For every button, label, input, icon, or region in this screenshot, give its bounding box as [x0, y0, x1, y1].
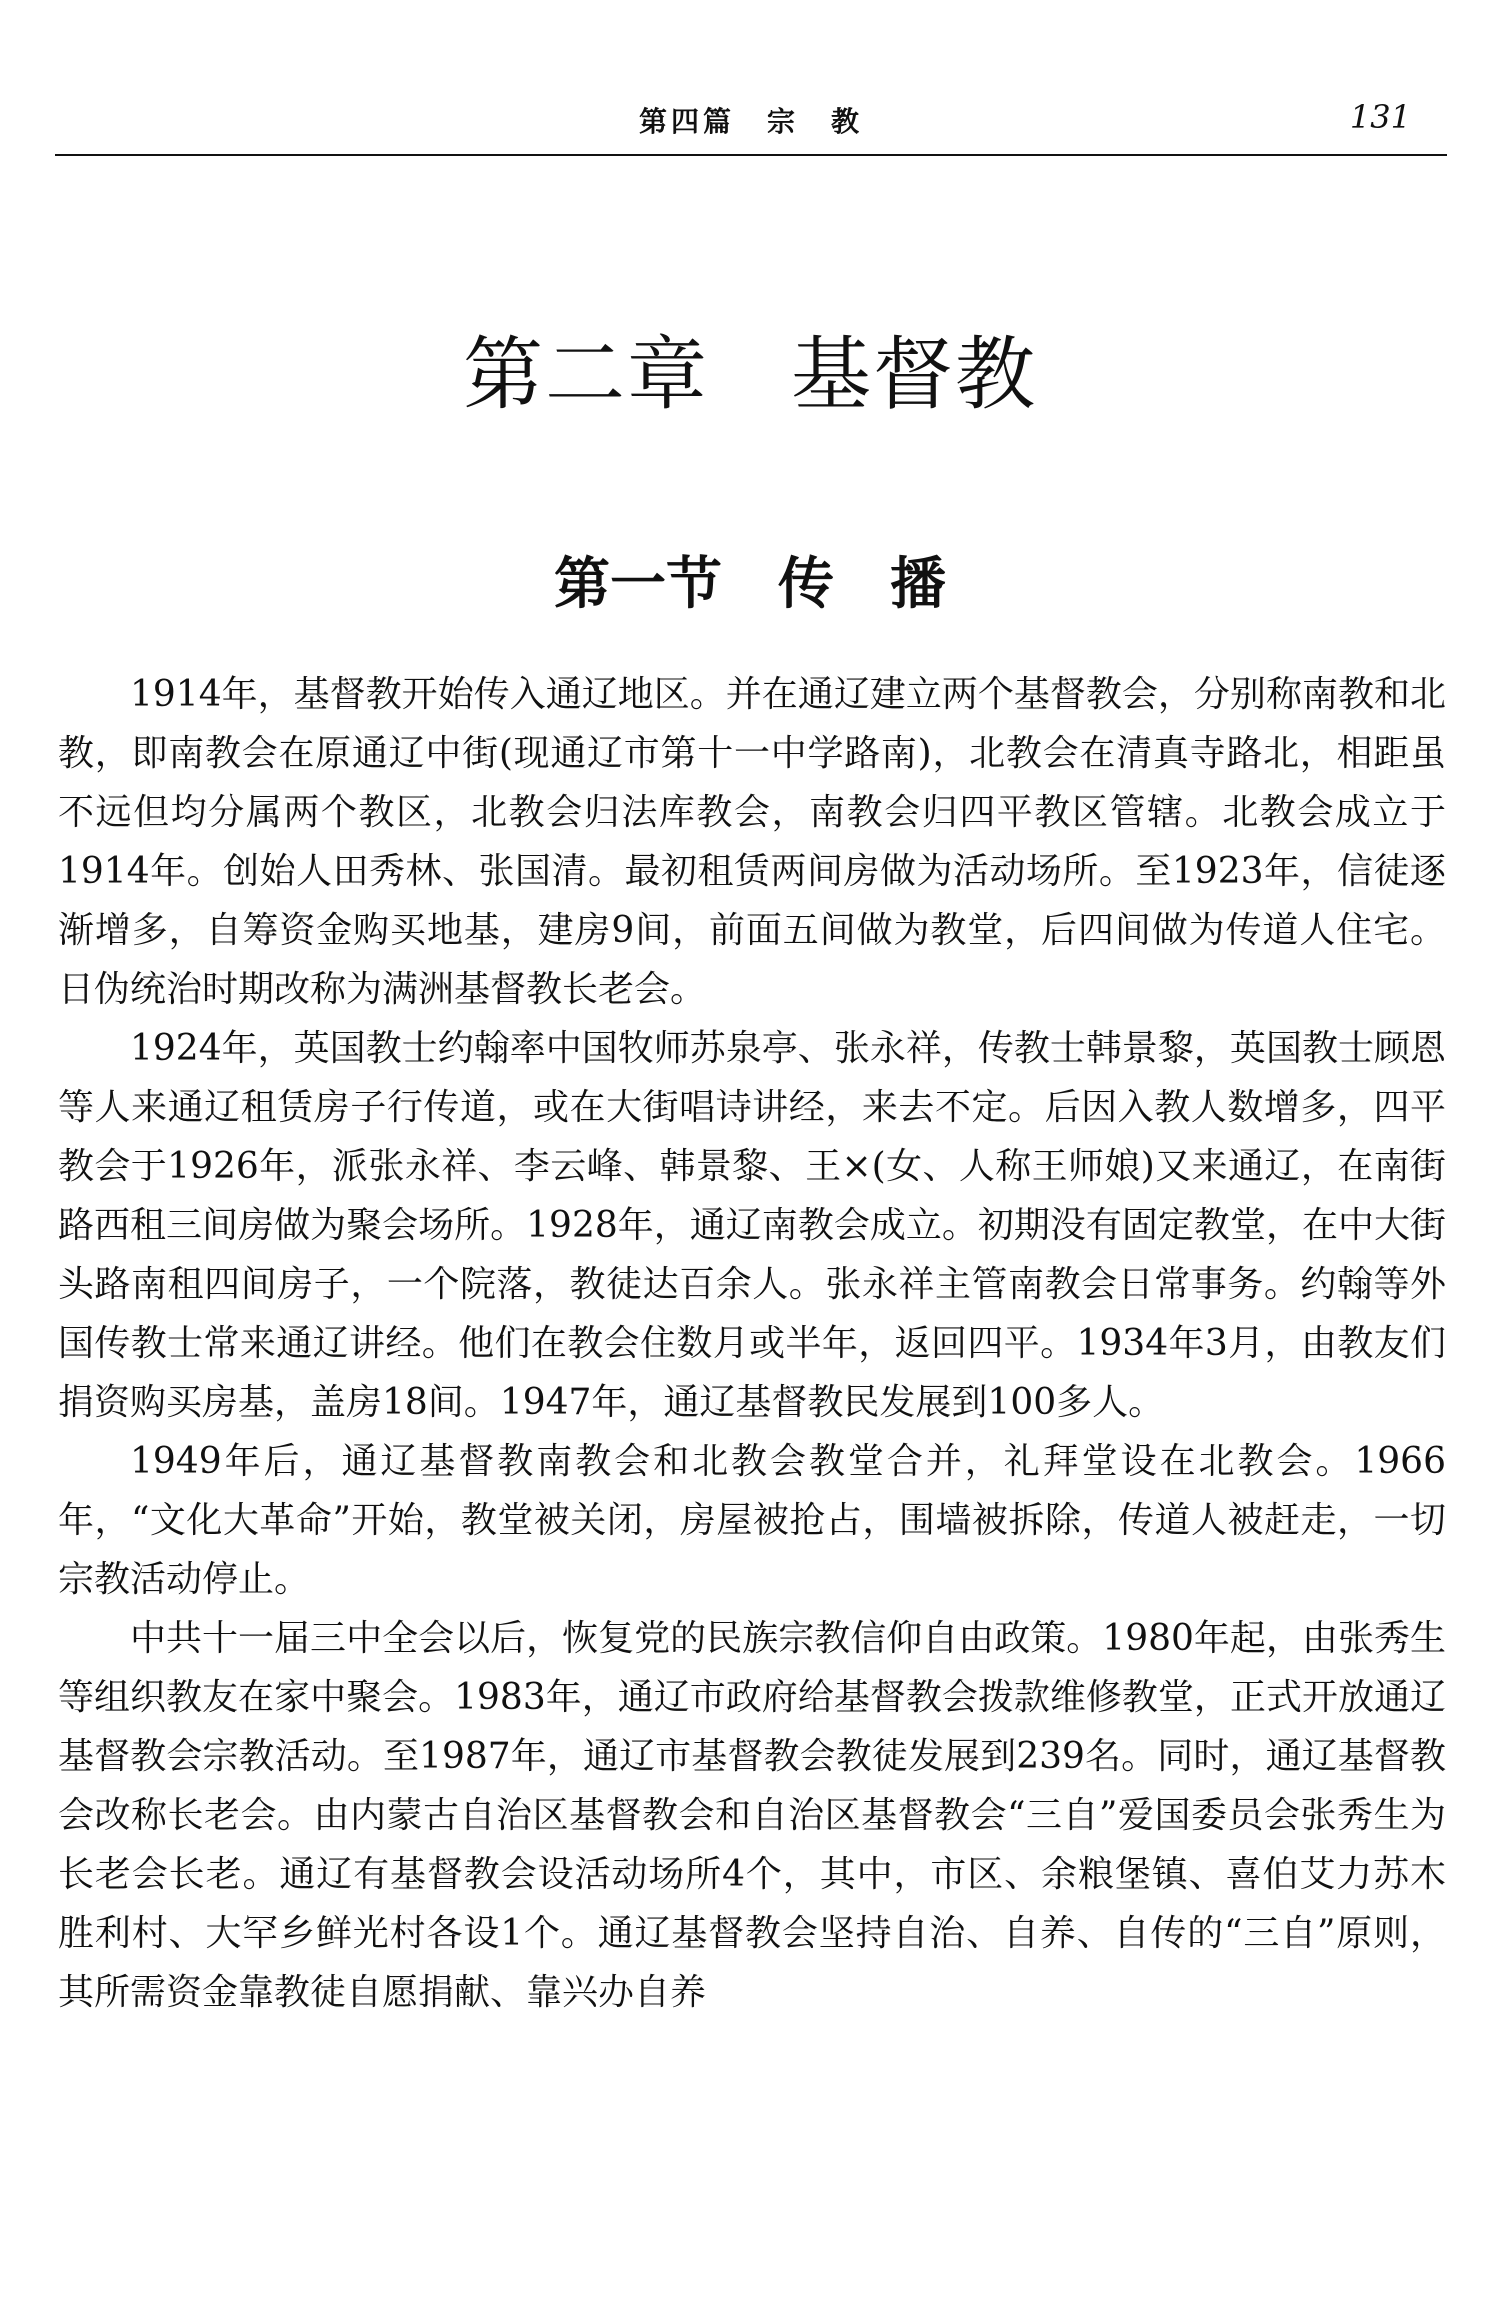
running-header	[55, 98, 1447, 156]
section-title: 第一节 传 播	[554, 551, 946, 617]
paragraph: 1924年，英国教士约翰率中国牧师苏泉亭、张永祥，传教士韩景黎，英国教士顾恩等人来通辽租赁房子行传道，或在大街唱诗讲经，来去不定。后因入教人数增多，四平教会于1926年，派张永祥、李云峰、韩景黎、王×(女、人称王师娘)又来通辽，在南街路西租三间房做为聚会场所。1928年，通辽南教会成立。初期没有固定教堂，在中大街头路南租四间房子，一个院落，教徒达百余人。张永祥主管南教会日常事务。约翰等外国传教士常来通辽讲经。他们在教会住数月或半年，返回四平。1934年3月，由教友们捐资购买房基，盖房18间。1947年，通辽基督教民发展到100多人。	[58, 1028, 1446, 1423]
paragraph: 1914年，基督教开始传入通辽地区。并在通辽建立两个基督教会，分别称南教和北教，即南教会在原通辽中街(现通辽市第十一中学路南)，北教会在清真寺路北，相距虽不远但均分属两个教区，北教会归法库教会，南教会归四平教区管辖。北教会成立于1914年。创始人田秀林、张国清。最初租赁两间房做为活动场所。至1923年，信徒逐渐增多，自筹资金购买地基，建房9间，前面五间做为教堂，后四间做为传道人住宅。日伪统治时期改称为满洲基督教长老会。	[58, 674, 1446, 1010]
paragraph: 中共十一届三中全会以后，恢复党的民族宗教信仰自由政策。1980年起，由张秀生等组织教友在家中聚会。1983年，通辽市政府给基督教会拨款维修教堂，正式开放通辽基督教会宗教活动。至1987年，通辽市基督教会教徒发展到239名。同时，通辽基督教会改称长老会。由内蒙古自治区基督教会和自治区基督教会“三自”爱国委员会张秀生为长老会长老。通辽有基督教会设活动场所4个，其中，市区、余粮堡镇、喜伯艾力苏木胜利村、大罕乡鲜光村各设1个。通辽基督教会坚持自治、自养、自传的“三自”原则，其所需资金靠教徒自愿捐献、靠兴办自养	[58, 1618, 1446, 2013]
body-text	[58, 665, 1446, 2022]
paragraph: 1949年后，通辽基督教南教会和北教会教堂合并，礼拜堂设在北教会。1966年，“文化大革命”开始，教堂被关闭，房屋被抢占，围墙被拆除，传道人被赶走，一切宗教活动停止。	[58, 1441, 1446, 1600]
page-number: 131	[1349, 98, 1411, 136]
chapter-title: 第二章 基督教	[463, 328, 1037, 421]
header-title: 第四篇 宗 教	[638, 105, 863, 138]
